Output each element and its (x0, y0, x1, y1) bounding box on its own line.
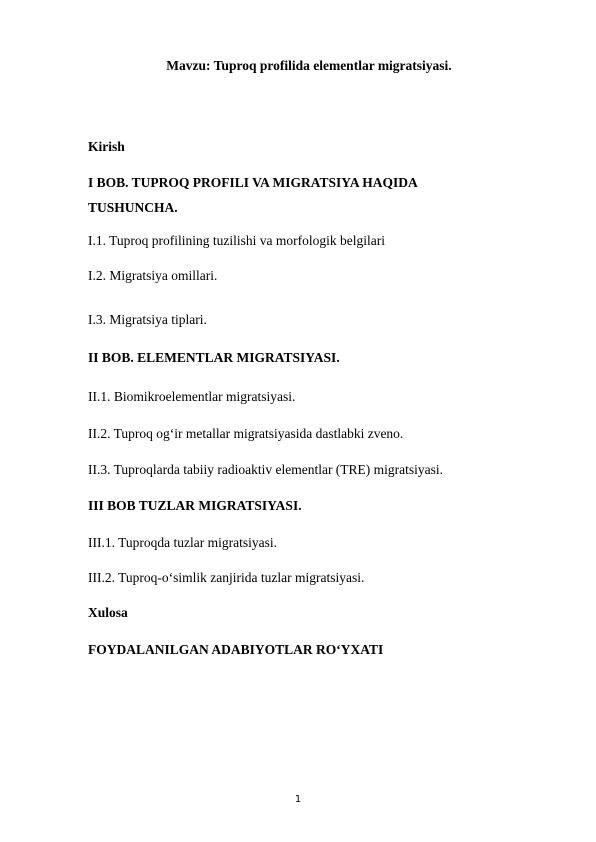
toc-section-3-1: III.1. Tuproqda tuzlar migratsiyasi. (88, 535, 277, 550)
toc-section-2-1: II.1. Biomikroelementlar migratsiyasi. (88, 389, 296, 404)
toc-chapter-2: II BOB. ELEMENTLAR MIGRATSIYASI. (88, 350, 340, 365)
toc-item-intro: Kirish (88, 139, 125, 154)
toc-section-2-3: II.3. Tuproqlarda tabiiy radioaktiv elementlar (TRE) migratsiyasi. (88, 462, 444, 477)
toc-chapter-3: III BOB TUZLAR MIGRATSIYASI. (88, 498, 302, 513)
page-number: 1 (294, 794, 302, 805)
toc-section-1-1: I.1. Tuproq profilining tuzilishi va morfologik belgilari (88, 233, 385, 248)
toc-section-2-2: II.2. Tuproq og‘ir metallar migratsiyasida dastlabki zveno. (88, 426, 404, 441)
toc-section-1-2: I.2. Migratsiya omillari. (88, 268, 218, 283)
toc-section-1-3: I.3. Migratsiya tiplari. (88, 312, 207, 327)
toc-chapter-1-line-1: I BOB. TUPROQ PROFILI VA MIGRATSIYA HAQIDA (88, 175, 418, 190)
toc-item-references: FOYDALANILGAN ADABIYOTLAR RO‘YXATI (88, 642, 384, 657)
toc-section-3-2: III.2. Tuproq-o‘simlik zanjirida tuzlar migratsiyasi. (88, 570, 365, 585)
toc-item-conclusion: Xulosa (88, 605, 128, 620)
page-title: Mavzu: Tuproq profilida elementlar migratsiyasi. (166, 58, 452, 73)
toc-chapter-1-line-2: TUSHUNCHA. (88, 200, 178, 215)
